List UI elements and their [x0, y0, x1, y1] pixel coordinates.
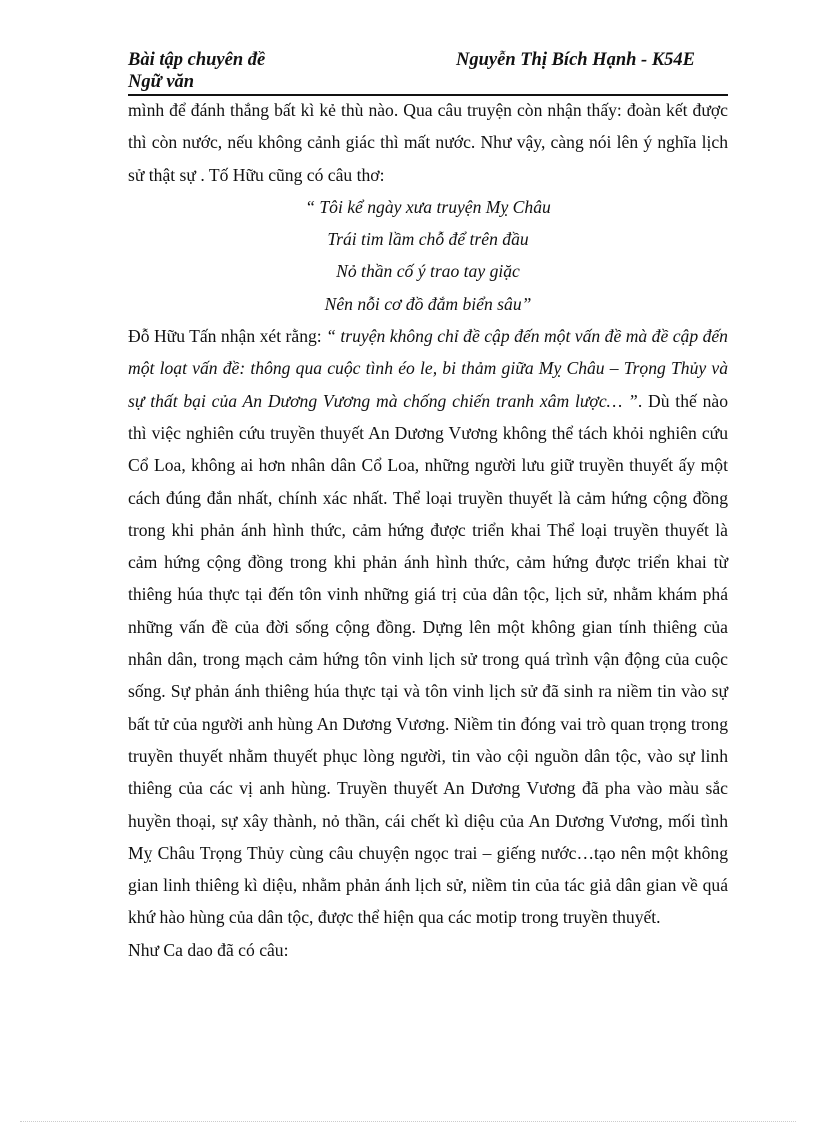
page-bottom-border [20, 1121, 796, 1122]
header-left [128, 49, 265, 93]
paragraph-2 [128, 320, 728, 934]
poem-line-1: “ Tôi kể ngày xưa truyện Mỵ Châu [305, 196, 551, 217]
paragraph-2-intro: Đỗ Hữu Tấn nhận xét rằng: [128, 326, 327, 347]
poem-line-4: Nên nỗi cơ đồ đắm biển sâu” [324, 293, 532, 314]
document-body [128, 94, 728, 966]
header-course-title: Bài tập chuyên đề [128, 50, 266, 70]
poem-line-3: Nỏ thần cố ý trao tay giặc [336, 261, 520, 282]
paragraph-1: mình để đánh thắng bất kì kẻ thù nào. Qua câu truyện còn nhận thấy: đoàn kết được thì còn nước, nếu không cảnh giác thì mất nước. Như vậy, càng nói lên ý nghĩa lịch sử thật sự . Tố Hữu cũng có câu thơ: [128, 100, 728, 185]
paragraph-3: Như Ca dao đã có câu: [128, 939, 289, 960]
page-header [128, 49, 728, 97]
poem-line-2: Trái tim lầm chỗ để trên đầu [327, 229, 529, 250]
paragraph-2-body: . Dù thế nào thì việc nghiên cứu truyền thuyết An Dương Vương không thể tách khỏi nghiên cứu Cổ Loa, không ai hơn nhân dân Cổ Loa, những người lưu giữ truyền thuyết ấy một cách đúng đắn nhất, chính xác nhất. Thể loại truyền thuyết là cảm hứng cộng đồng trong khi phản ánh hình thức, cảm hứng được triển khai Thể loại truyền thuyết là cảm hứng cộng đồng trong khi phản ánh hình thức, cảm hứng được triển khai từ thiêng húa thực tại đến tôn vinh những giá trị của dân tộc, lịch sử, nhằm khám phá những vấn đề của đời sống cộng đồng. Dựng lên một không gian tính thiêng của nhân dân, trong mạch cảm hứng tôn vinh lịch sử trong quá trình vận động của cuộc sống. Sự phản ánh thiêng húa thực tại và tôn vinh lịch sử đã sinh ra niềm tin vào sự bất tử của người anh hùng An Dương Vương. Niềm tin đóng vai trò quan trọng trong truyền thuyết nhằm thuyết phục lòng người, tin vào cội nguồn dân tộc, vào sự linh thiêng của các vị anh hùng. Truyền thuyết An Dương Vương đã pha vào màu sắc huyền thoại, sự xây thành, nỏ thần, cái chết kì diệu của An Dương Vương, mối tình Mỵ Châu Trọng Thủy cùng câu chuyện ngọc trai – giếng nước…tạo nên một không gian linh thiêng kì diệu, nhằm phản ánh lịch sử, niềm tin của tác giả dân gian về quá khứ hào hùng của dân tộc, được thể hiện qua các motip trong truyền thuyết. [128, 390, 728, 928]
header-subject: Ngữ văn [128, 72, 195, 92]
header-author: Nguyễn Thị Bích Hạnh - K54E [456, 50, 696, 70]
paragraph-2-quote: “ truyện không chỉ đề cập đến một vấn đề mà đề cập đến một loạt vấn đề: thông qua cuộc tình éo le, bi thảm giữa Mỵ Châu – Trọng Thủy và sự thất bại của An Dương Vương mà chống chiến tranh xâm lược… ” [128, 326, 728, 411]
